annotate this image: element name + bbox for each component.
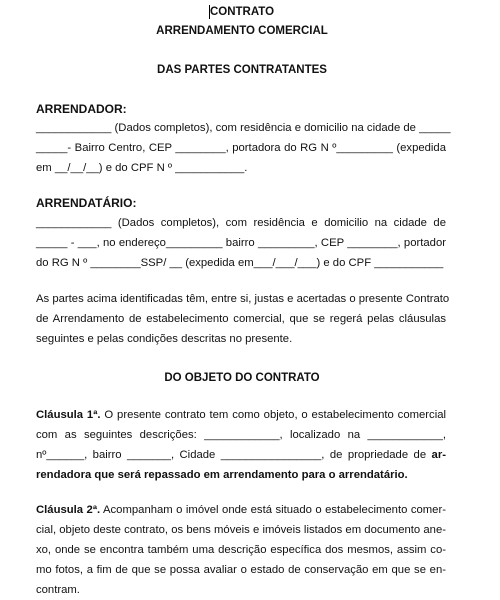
- title-contrato: CONTRATO: [209, 6, 275, 18]
- clausula1-line4-bold: rendadora que será repassado em arrendamento para o arrendatário.: [36, 469, 408, 481]
- clausula1-line-4: [36, 468, 446, 482]
- clausula2-line-2: cial, objeto deste contrato, os bens móveis e imóveis listados em documento ane-: [36, 524, 446, 536]
- arrendador-line-3: em __/__/__) e do CPF N º ___________.: [36, 162, 248, 174]
- arrendatario-line-1: ____________ (Dados completos), com residência e domicilio na cidade de: [36, 217, 446, 229]
- clausula2-line1-text: Acompanham o imóvel onde está situado o estabelecimento comer-: [100, 504, 446, 516]
- arrendatario-line-3: do RG N º ________SSP/ __ (expedida em___/___/___) e do CPF ___________: [36, 257, 444, 269]
- clausula1-line1-text: O presente contrato tem como objeto, o estabelecimento comercial: [100, 409, 447, 421]
- arrendatario-heading: ARRENDATÁRIO:: [36, 196, 137, 210]
- clausula2-line-1: [36, 503, 446, 517]
- clausula2-line-4: mo fotos, a fim de que se possa avaliar o estado de conservação em que se en-: [36, 564, 446, 576]
- title-objeto: DO OBJETO DO CONTRATO: [164, 372, 320, 384]
- clausula2-line-3: xo, onde se encontra também uma descrição específica dos mesmos, assim co-: [36, 544, 446, 556]
- text-cursor: [209, 5, 210, 19]
- clausula1-line3-text: nº______, bairro _______, Cidade ________________, de propriedade de: [36, 449, 432, 461]
- title-arrendamento: ARRENDAMENTO COMERCIAL: [156, 25, 328, 37]
- clausula1-label: Cláusula 1ª.: [36, 409, 101, 421]
- clausula1-line-2: com as seguintes descrições: ____________, localizado na ____________,: [36, 429, 446, 441]
- clausula1-line3-bold: ar-: [431, 449, 446, 461]
- partes-paragraph-line-1: As partes acima identificadas têm, entre si, justas e acertadas o presente Contrato: [36, 293, 450, 305]
- clausula2-line-5: contram.: [36, 584, 80, 596]
- arrendatario-line-2: _____ - ___, no endereço_________ bairro _________, CEP ________, portador: [36, 237, 446, 249]
- partes-paragraph-line-2: de Arrendamento de estabelecimento comercial, que se regerá pelas cláusulas: [36, 313, 446, 325]
- arrendador-heading: ARRENDADOR:: [36, 102, 127, 116]
- partes-paragraph-line-3: seguintes e pelas condições descritas no presente.: [36, 333, 293, 345]
- clausula2-label: Cláusula 2ª.: [36, 504, 101, 516]
- title-partes: DAS PARTES CONTRATANTES: [157, 64, 327, 76]
- clausula1-line-3: [36, 448, 446, 462]
- clausula1-line-1: [36, 408, 446, 422]
- arrendador-line-1: ____________ (Dados completos), com residência e domicilio na cidade de _____: [36, 122, 451, 134]
- arrendador-line-2: _____- Bairro Centro, CEP ________, portadora do RG N º_________ (expedida: [36, 142, 446, 154]
